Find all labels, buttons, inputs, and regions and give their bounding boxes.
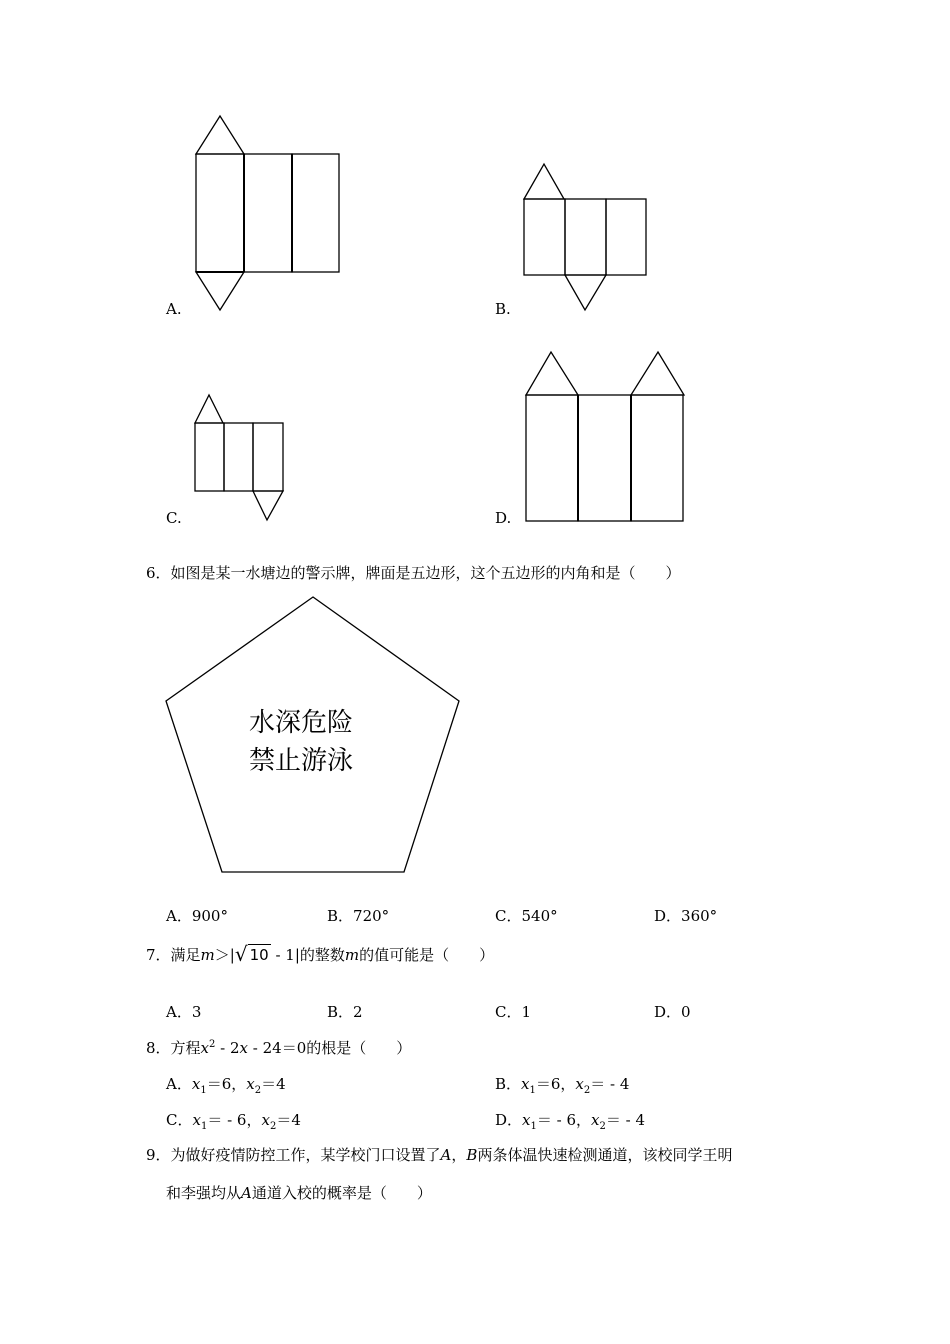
q7-minus-one: - 1|的整数 (270, 946, 345, 964)
q9-line1-b: 两条体温快速检测通道，该校同学王明 (477, 1146, 733, 1164)
question-9-line2 (166, 1183, 432, 1203)
question-7-stem (146, 944, 494, 965)
q8-a-x2: x (246, 1075, 255, 1093)
q8-d-v1: ＝ - 6， (536, 1111, 592, 1129)
q8-suffix: - 24＝0的根是（ ） (248, 1039, 412, 1057)
q9-var-a-2: A (241, 1184, 252, 1202)
q8-d-x2: x (591, 1111, 600, 1129)
q8-option-d (495, 1110, 645, 1130)
q6-option-a: A．900° (166, 907, 228, 925)
q8-x-2: x (239, 1039, 249, 1057)
sign-text-line2: 禁止游泳 (249, 746, 354, 776)
q8-c-x2: x (261, 1111, 270, 1129)
q8-b-sub1: 1 (529, 1085, 536, 1096)
q8-a-sub1: 1 (200, 1085, 207, 1096)
q8-exp: 2 (209, 1039, 216, 1050)
q7-tail: 的值可能是（ ） (359, 946, 495, 964)
q8-c-letter: C． (166, 1111, 193, 1129)
q8-d-letter: D． (495, 1111, 523, 1129)
q8-d-x1: x (522, 1111, 531, 1129)
q8-x: x (200, 1039, 210, 1057)
q8-d-sub2: 2 (599, 1121, 606, 1132)
q9-line1-a: 9．为做好疫情防控工作，某学校门口设置了 (146, 1146, 441, 1164)
q8-c-v1: ＝ - 6， (207, 1111, 262, 1129)
q8-d-sub1: 1 (530, 1121, 537, 1132)
q7-var-m-2: m (344, 946, 360, 964)
q8-a-v2: ＝4 (261, 1075, 286, 1093)
q6-option-c: C．540° (495, 907, 558, 925)
q9-line2-a: 和李强均从 (166, 1184, 242, 1202)
question-8-stem (146, 1038, 411, 1058)
q6-option-d: D．360° (654, 907, 718, 925)
q9-var-b: B (466, 1146, 478, 1164)
q8-a-sub2: 2 (254, 1085, 262, 1096)
q8-a-v1: ＝6， (206, 1075, 247, 1093)
option-a-label: A. (166, 300, 182, 318)
q8-mid: - 2 (215, 1039, 240, 1057)
q8-b-v2: ＝ - 4 (590, 1075, 630, 1093)
q7-var-m: m (200, 946, 215, 964)
option-d-label: D. (495, 509, 512, 527)
net-figure-b (520, 160, 650, 315)
q7-option-a: A．3 (166, 1003, 202, 1021)
question-9-line1 (146, 1145, 732, 1165)
net-figure-c (192, 392, 292, 524)
net-figure-d (522, 348, 692, 526)
q8-c-v2: ＝4 (276, 1111, 301, 1129)
q8-option-c (166, 1110, 301, 1130)
q7-gt: ＞| (214, 946, 235, 964)
question-6-stem: 6．如图是某一水塘边的警示牌，牌面是五边形，这个五边形的内角和是（ ） (146, 564, 681, 582)
q9-var-a: A (440, 1146, 452, 1164)
q9-line2-b: 通道入校的概率是（ ） (251, 1184, 432, 1202)
option-b-label: B. (495, 300, 511, 318)
q8-d-v2: ＝ - 4 (605, 1111, 646, 1129)
sign-text-line1: 水深危险 (249, 708, 354, 738)
sqrt-sign: √ (234, 942, 248, 966)
q6-option-b: B．720° (327, 907, 390, 925)
q8-b-x1: x (521, 1075, 530, 1093)
q8-option-a (166, 1074, 286, 1094)
q7-option-c: C．1 (495, 1003, 532, 1021)
q8-b-x2: x (575, 1075, 584, 1093)
q8-a-x1: x (191, 1075, 201, 1093)
q7-number: 7．满足 (146, 946, 201, 964)
q7-option-b: B．2 (327, 1003, 363, 1021)
q8-option-b (495, 1074, 629, 1094)
q8-prefix: 8．方程 (146, 1039, 201, 1057)
net-figure-a (190, 110, 350, 320)
sqrt-radicand: 10 (249, 946, 269, 964)
q8-c-x1: x (192, 1111, 201, 1129)
q8-a-letter: A． (166, 1075, 192, 1093)
q8-b-letter: B． (495, 1075, 522, 1093)
q9-sep: ， (451, 1146, 467, 1164)
q8-c-sub1: 1 (200, 1121, 208, 1132)
q7-option-d: D．0 (654, 1003, 691, 1021)
q8-c-sub2: 2 (269, 1121, 277, 1132)
q8-b-sub2: 2 (583, 1085, 591, 1096)
option-c-label: C. (166, 509, 182, 527)
q8-b-v1: ＝6， (535, 1075, 576, 1093)
